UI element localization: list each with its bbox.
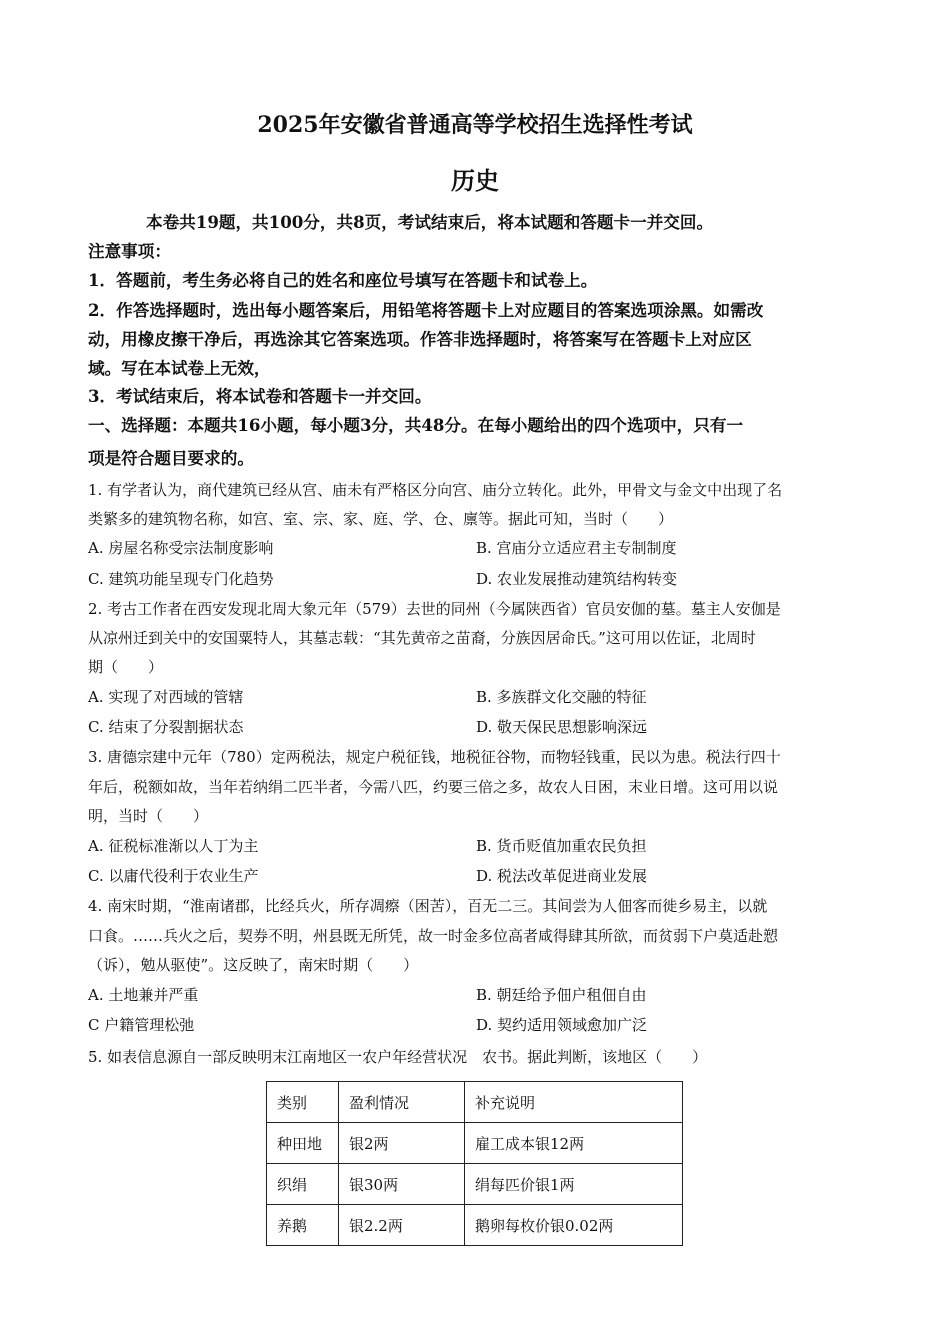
table-header-cell: 补充说明 bbox=[465, 1082, 683, 1123]
exam-summary: 本卷共19题，共100分，共8页，考试结束后，将本试题和答题卡一并交回。 bbox=[146, 212, 714, 232]
q1-stem-2: 类繁多的建筑物名称，如宫、室、宗、家、庭、学、仓、廪等。据此可知，当时（ ） bbox=[88, 510, 674, 528]
table-cell: 鹅卵每枚价银0.02两 bbox=[465, 1205, 683, 1246]
table-cell: 养鹅 bbox=[267, 1205, 339, 1246]
table-cell: 雇工成本银12两 bbox=[465, 1123, 683, 1164]
notes-label: 注意事项： bbox=[88, 241, 171, 261]
q2-stem-2: 从凉州迁到关中的安国粟特人，其墓志载：“其先黄帝之苗裔，分族因居命氏。”这可用以佐证，北周时 bbox=[88, 629, 756, 647]
q1-option-d: D. 农业发展推动建筑结构转变 bbox=[476, 570, 678, 588]
farm-income-table bbox=[266, 1081, 683, 1246]
q1-option-a: A. 房屋名称受宗法制度影响 bbox=[88, 539, 274, 557]
table-cell: 织绢 bbox=[267, 1164, 339, 1205]
q2-stem-3: 期（ ） bbox=[88, 658, 164, 676]
q4-stem-3: （诉），勉从驱使”。这反映了，南宋时期（ ） bbox=[88, 956, 419, 974]
q2-option-b: B. 多族群文化交融的特征 bbox=[476, 688, 647, 706]
table-header-cell: 盈利情况 bbox=[339, 1082, 465, 1123]
q3-option-a: A. 征税标准渐以人丁为主 bbox=[88, 837, 259, 855]
q4-option-d: D. 契约适用领域愈加广泛 bbox=[476, 1016, 648, 1034]
section-heading: 一、选择题：本题共16小题，每小题3分，共48分。在每小题给出的四个选项中，只有一 bbox=[88, 415, 744, 435]
note-1: 1．答题前，考生务必将自己的姓名和座位号填写在答题卡和试卷上。 bbox=[88, 270, 598, 290]
table-cell: 种田地 bbox=[267, 1123, 339, 1164]
q3-stem-3: 明，当时（ ） bbox=[88, 807, 209, 825]
subject-title: 历史 bbox=[451, 166, 499, 195]
q3-stem-1: 3. 唐德宗建中元年（780）定两税法，规定户税征钱，地税征谷物，而物轻钱重，民以为患。税法行四十 bbox=[88, 748, 781, 766]
table-cell: 银2两 bbox=[339, 1123, 465, 1164]
q2-stem-1: 2. 考古工作者在西安发现北周大象元年（579）去世的同州（今属陕西省）官员安伽的墓。墓主人安伽是 bbox=[88, 600, 781, 618]
q4-option-a: A. 土地兼并严重 bbox=[88, 986, 199, 1004]
q3-option-d: D. 税法改革促进商业发展 bbox=[476, 867, 648, 885]
table-header-row bbox=[267, 1082, 683, 1123]
note-2-cont: 动，用橡皮擦干净后，再选涂其它答案选项。作答非选择题时，将答案写在答题卡上对应区 bbox=[88, 329, 752, 349]
q2-option-a: A. 实现了对西域的管辖 bbox=[88, 688, 244, 706]
table-cell: 银30两 bbox=[339, 1164, 465, 1205]
q1-option-c: C. 建筑功能呈现专门化趋势 bbox=[88, 570, 274, 588]
table-row bbox=[267, 1205, 683, 1246]
table-header-cell: 类别 bbox=[267, 1082, 339, 1123]
q1-option-b: B. 宫庙分立适应君主专制制度 bbox=[476, 539, 677, 557]
table-row bbox=[267, 1123, 683, 1164]
q4-option-b: B. 朝廷给予佃户租佃自由 bbox=[476, 986, 647, 1004]
note-2-cont-2: 域。写在本试卷上无效， bbox=[88, 358, 271, 378]
q3-stem-2: 年后，税额如故，当年若纳绢二匹半者，今需八匹，约要三倍之多，故农人日困，末业日增。这可用以说 bbox=[88, 778, 779, 796]
section-heading-cont: 项是符合题目要求的。 bbox=[88, 448, 254, 468]
q2-option-c: C. 结束了分裂割据状态 bbox=[88, 718, 244, 736]
q4-option-c: C 户籍管理松弛 bbox=[88, 1016, 195, 1034]
q4-stem-2: 口食。……兵火之后，契券不明，州县既无所凭，故一时金多位高者咸得肆其所欲，而贫弱下户莫适赴愬 bbox=[88, 927, 779, 945]
q3-option-c: C. 以庸代役利于农业生产 bbox=[88, 867, 259, 885]
q5-stem-1: 5. 如表信息源自一部反映明末江南地区一农户年经营状况 农书。据此判断，该地区（ ） bbox=[88, 1048, 708, 1066]
q2-option-d: D. 敬天保民思想影响深远 bbox=[476, 718, 648, 736]
note-2: 2．作答选择题时，选出每小题答案后，用铅笔将答题卡上对应题目的答案选项涂黑。如需改 bbox=[88, 300, 764, 320]
table-cell: 绢每匹价银1两 bbox=[465, 1164, 683, 1205]
exam-title: 2025年安徽省普通高等学校招生选择性考试 bbox=[257, 112, 693, 138]
q3-option-b: B. 货币贬值加重农民负担 bbox=[476, 837, 647, 855]
note-3: 3．考试结束后，将本试卷和答题卡一并交回。 bbox=[88, 386, 432, 406]
q1-stem-1: 1. 有学者认为，商代建筑已经从宫、庙未有严格区分向宫、庙分立转化。此外，甲骨文与金文中出现了名 bbox=[88, 481, 783, 499]
table-cell: 银2.2两 bbox=[339, 1205, 465, 1246]
q4-stem-1: 4. 南宋时期，“淮南诸郡，比经兵火，所存凋瘵（困苦），百无二三。其间尝为人佃客而徙乡易主，以就 bbox=[88, 897, 768, 915]
table-row bbox=[267, 1164, 683, 1205]
